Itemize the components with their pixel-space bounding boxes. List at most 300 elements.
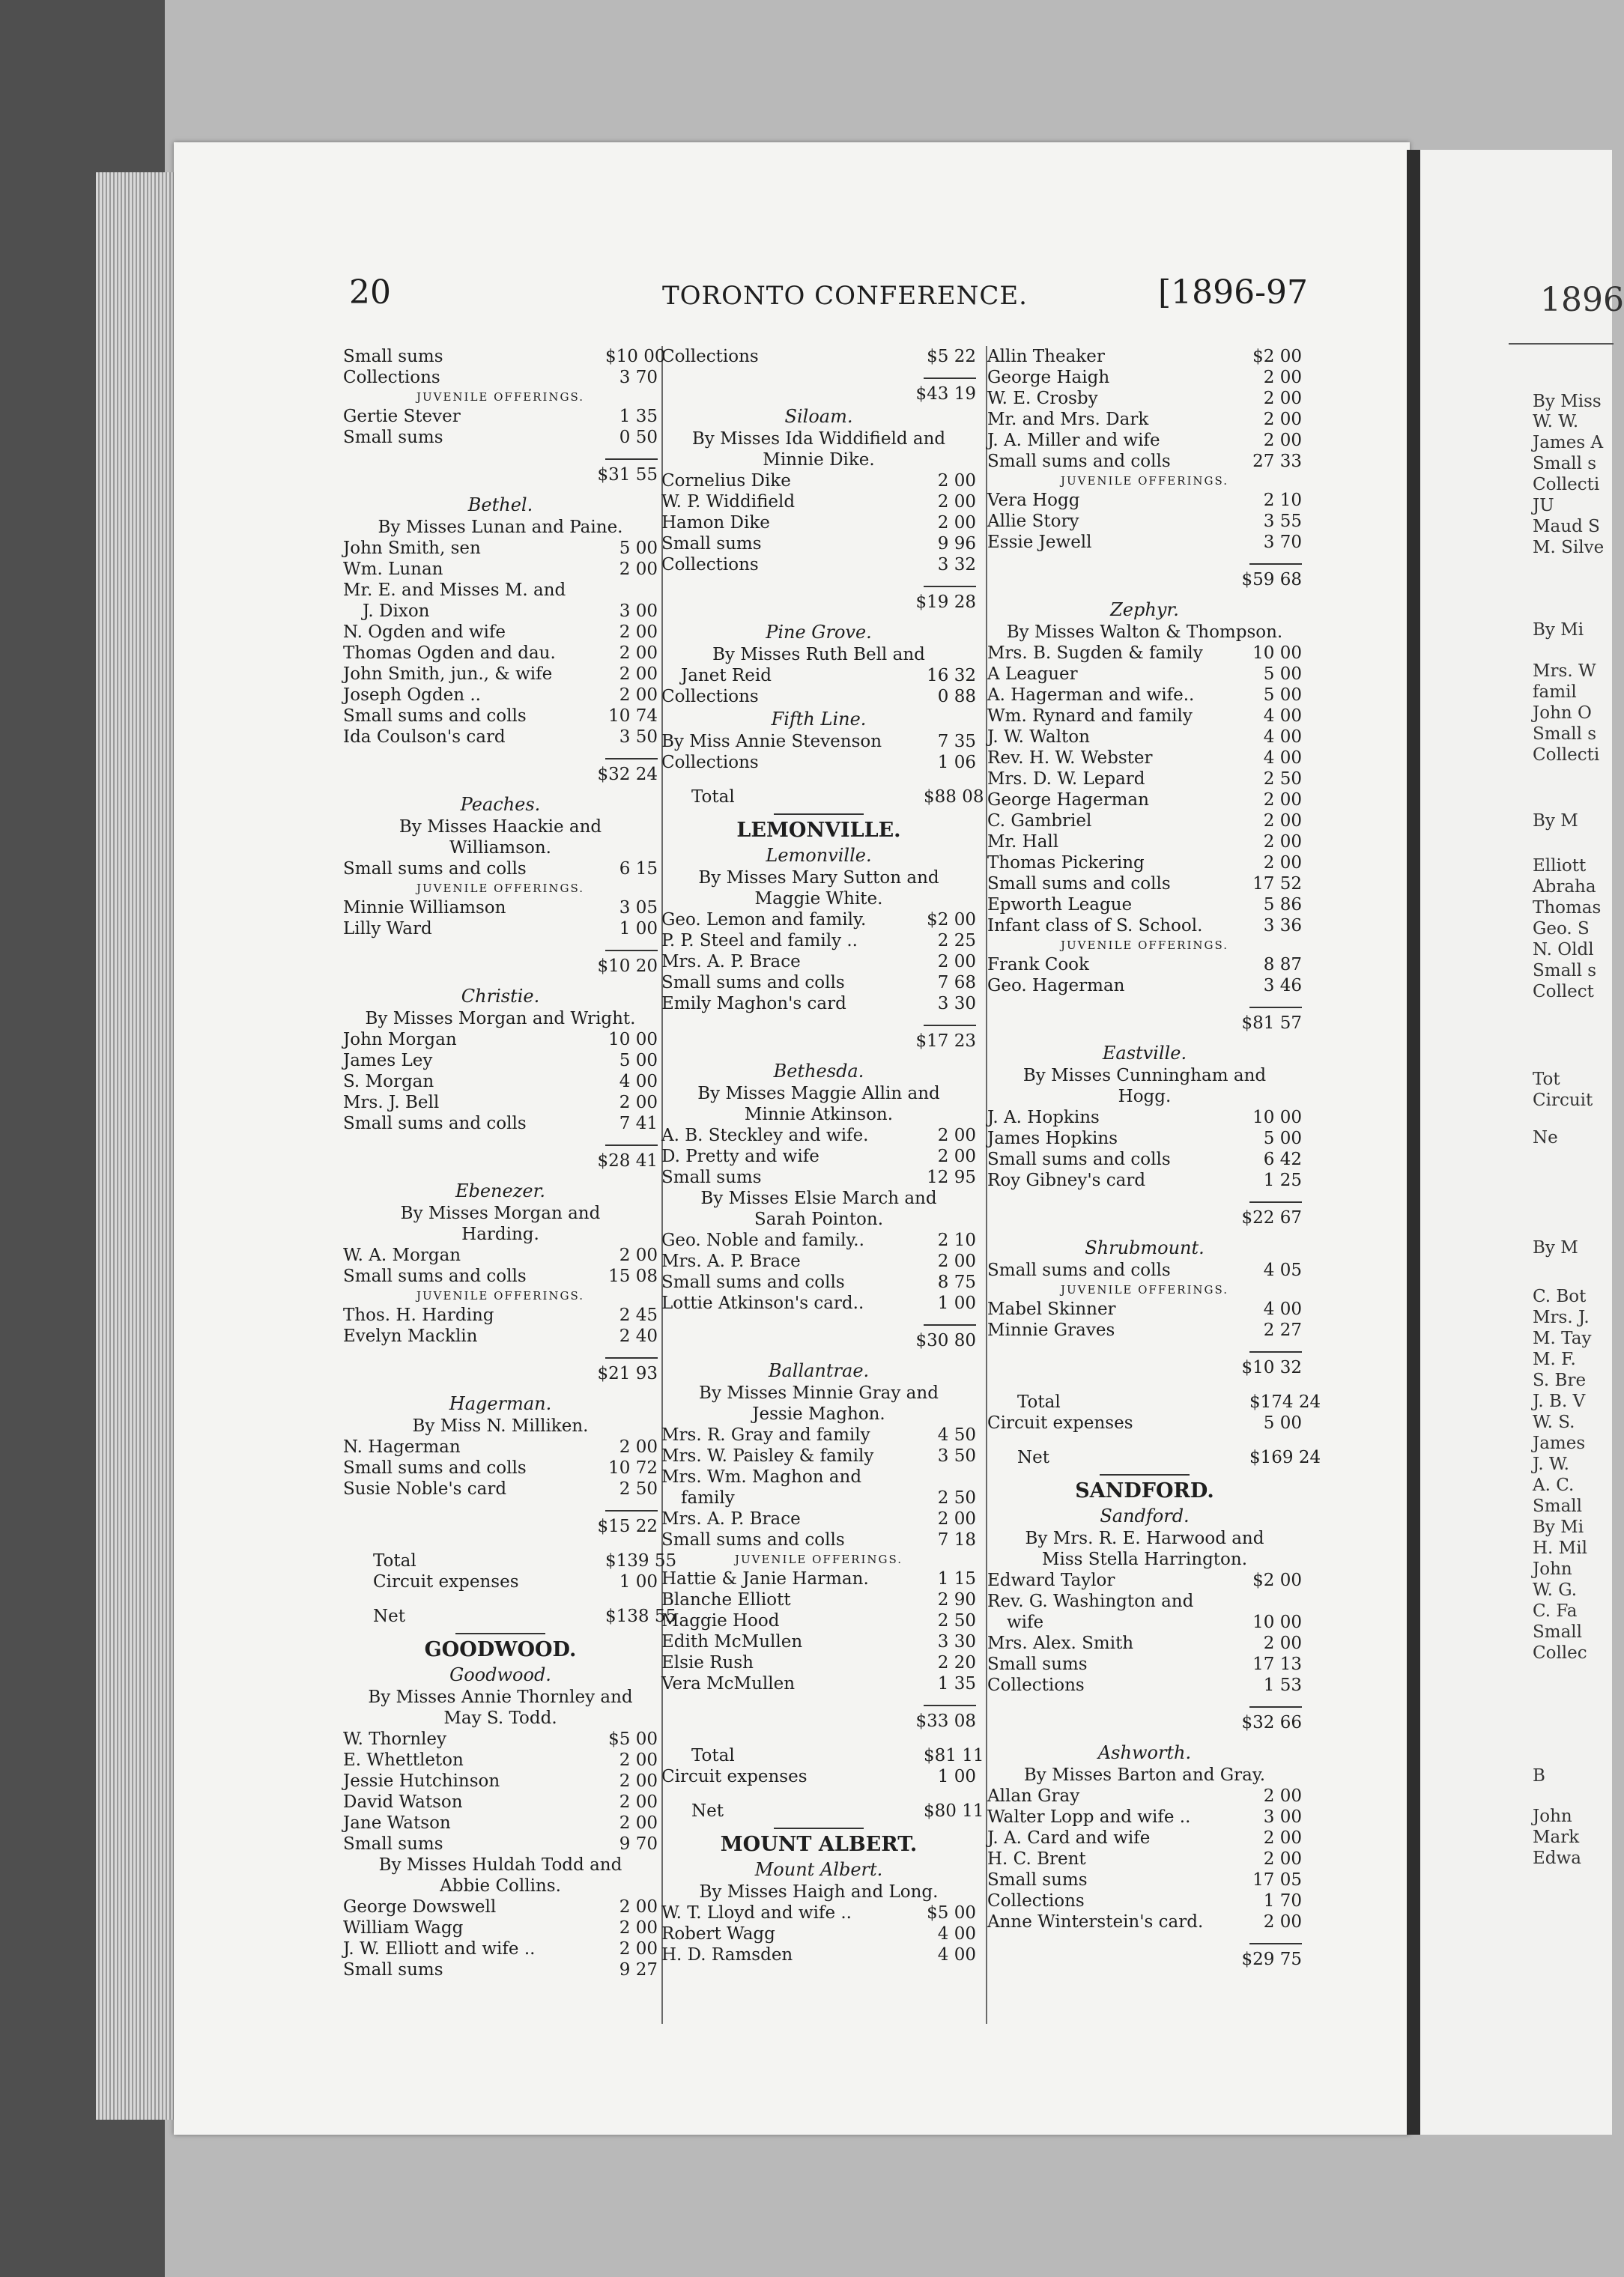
entry-name: Small sums and colls [661,1273,845,1292]
subtotal [343,448,658,485]
entry-name: Infant class of S. School. [987,916,1203,936]
entry-row [987,388,1302,409]
entry-amount: 2 00 [619,685,658,705]
subtotal-rule [605,458,658,460]
facing-page-line: Edwa [1533,1849,1581,1868]
entry-row [661,1610,976,1631]
collector-line: By Misses Minnie Gray and [699,1383,939,1403]
entry-name: Collections [661,753,759,772]
entry-row [987,706,1302,727]
entry-row [661,1293,976,1314]
facing-page-line: W. W. [1533,412,1579,431]
entry-name: Jessie Hutchinson [343,1771,500,1791]
facing-page-line: Small [1533,1622,1582,1642]
collector-line: Maggie White. [754,889,883,909]
entry-row [987,1849,1302,1870]
spacer [987,1378,1302,1392]
entry-amount: 5 00 [1263,685,1302,705]
entry-amount: 0 50 [619,428,658,447]
entry-amount: 6 15 [619,859,658,879]
facing-page-line: Mrs. J. [1533,1308,1590,1327]
entry-name: Small sums and colls [343,859,527,879]
entry-amount: 3 00 [1263,1807,1302,1827]
facing-page-line: By M [1533,1238,1578,1258]
juvenile-heading: JUVENILE OFFERINGS. [1060,474,1229,488]
entry-name: S. Morgan [343,1072,434,1091]
appointment-heading: Shrubmount. [1085,1237,1205,1258]
circuit-title-block [661,813,976,843]
entry-row [987,1392,1321,1413]
entry-row [987,894,1302,915]
entry-amount: $169 24 [1249,1448,1321,1467]
collector-line: By Misses Haackie and [399,817,602,837]
entry-name: J. A. Card and wife [987,1828,1151,1848]
entry-amount: 2 00 [619,1771,658,1791]
collector-line: By Misses Maggie Allin and [697,1084,940,1103]
entry-amount: 10 72 [608,1458,658,1478]
entry-name: A Leaguer [987,664,1078,684]
entry-row [987,1870,1302,1891]
entry-name: W. E. Crosby [987,389,1098,408]
entry-amount: 15 08 [608,1267,658,1286]
entry-row [343,918,658,939]
entry-amount: $10 00 [605,347,666,366]
entry-amount: 2 00 [1263,1912,1302,1932]
entry-amount: 2 00 [1263,368,1302,387]
running-title: TORONTO CONFERENCE. [662,281,1028,311]
spacer [661,1732,976,1745]
entry-amount: 2 00 [619,1813,658,1833]
entry-amount: 7 35 [937,732,976,751]
entry-amount: 3 05 [619,898,658,918]
subtotal-rule [1249,1706,1302,1708]
entry-name: Wm. Lunan [343,560,443,579]
circuit-title-block [343,1633,658,1663]
entry-row [661,686,976,707]
entry-row [987,409,1302,430]
entry-name: Collections [661,555,759,574]
entry-name: James Hopkins [987,1129,1118,1148]
appointment-heading: Ashworth. [1097,1742,1192,1763]
book-page-edges [96,172,178,2120]
entry-amount: 2 00 [1263,431,1302,450]
entry-row [661,1568,976,1589]
entry-name: J. W. Elliott and wife .. [343,1939,536,1959]
header-year: [1896-97 [1158,273,1308,312]
entry-name: J. W. Walton [987,727,1090,747]
facing-page-line: J. W. [1533,1455,1569,1474]
appointment-heading: Mount Albert. [754,1859,883,1880]
entry-row [661,909,976,930]
appointment-heading: Zephyr. [1110,599,1179,620]
entry-amount: $174 24 [1249,1392,1321,1412]
entry-row [343,1771,658,1792]
subtotal [343,939,658,977]
entry-row [987,664,1302,685]
entry-amount: 16 32 [927,666,976,685]
subtotal-amount: $31 55 [597,465,658,485]
entry-name: Robert Wagg [661,1924,775,1944]
entry-name: Mrs. D. W. Lepard [987,769,1145,789]
facing-page-year: 1896 [1540,281,1624,319]
entry-name: W. P. Widdifield [661,492,796,512]
entry-row [987,1891,1302,1911]
entry-name: Roy Gibney's card [987,1171,1146,1190]
facing-page-line: Mrs. W [1533,661,1596,681]
entry-name: Net [691,1801,724,1821]
entry-amount: 1 15 [937,1569,976,1589]
collector-line: By Misses Barton and Gray. [1023,1765,1266,1785]
entry-row [343,1071,658,1092]
appointment-heading: Bethesda. [773,1061,864,1082]
entry-row [343,1750,658,1771]
entry-name: Hattie & Janie Harman. [661,1569,869,1589]
subtotal-amount: $17 23 [915,1031,976,1051]
entry-name: Susie Noble's card [343,1479,507,1499]
entry-amount: 2 00 [619,664,658,684]
entry-row [661,752,976,773]
subtotal-amount: $10 32 [1241,1358,1302,1377]
facing-page-line: Collect [1533,982,1594,1001]
entry-name: Wm. Rynard and family [987,706,1193,726]
entry-amount: 2 00 [1263,1634,1302,1653]
entry-row [661,1167,976,1188]
collector-line: By Misses Walton & Thompson. [1006,622,1283,642]
entry-row [661,1766,976,1787]
entry-row [987,873,1302,894]
entry-row [661,512,976,533]
entry-name: C. Gambriel [987,811,1092,831]
entry-amount: 3 55 [1263,512,1302,531]
entry-name: Evelyn Macklin [343,1327,478,1346]
facing-page-line: Tot [1533,1070,1560,1089]
subtotal-rule [605,1510,658,1512]
entry-amount: 1 00 [619,919,658,939]
entry-name: Small sums [343,428,443,447]
entry-row [987,1570,1302,1591]
page-number: 20 [349,273,391,312]
entry-amount: $5 22 [927,347,976,366]
entry-name: Minnie Graves [987,1321,1115,1340]
entry-row [661,1801,984,1822]
entry-row [661,491,976,512]
entry-row [343,1305,658,1326]
entry-name: H. D. Ramsden [661,1945,793,1965]
entry-row [661,1589,976,1610]
entry-name: Small sums [343,1834,443,1854]
entry-amount: 7 68 [937,973,976,992]
entry-row [661,1230,976,1251]
subtotal-rule [605,1144,658,1146]
entry-amount: 1 70 [1263,1891,1302,1911]
facing-page-line: S. Bre [1533,1371,1587,1390]
appointment-heading: Hagerman. [449,1393,552,1414]
entry-row [343,580,658,601]
entry-amount: 4 00 [1263,1300,1302,1319]
collector-line: By Misses Annie Thornley and [368,1688,633,1707]
subtotal-rule [924,586,976,587]
entry-amount: 2 00 [619,1939,658,1959]
facing-page-line: Collec [1533,1643,1587,1663]
facing-page-line: Mark [1533,1828,1580,1847]
entry-amount: 5 00 [619,1051,658,1070]
entry-amount: 3 36 [1263,916,1302,936]
juvenile-heading: JUVENILE OFFERINGS. [734,1553,903,1566]
entry-amount: 2 00 [1263,790,1302,810]
entry-row [987,748,1302,768]
entry-amount: 9 70 [619,1834,658,1854]
entry-amount: 2 50 [937,1611,976,1631]
entry-name: Rev. G. Washington and [987,1592,1194,1611]
entry-row [343,1050,658,1071]
entry-name: William Wagg [343,1918,464,1938]
entry-amount: 10 00 [1252,643,1302,663]
facing-page-line: Abraha [1533,877,1596,897]
entry-name: Total [691,1746,735,1765]
appointment-heading: Siloam. [784,406,853,427]
entry-name: Geo. Hagerman [987,976,1125,995]
entry-name: Blanche Elliott [661,1590,791,1610]
entry-name: Mabel Skinner [987,1300,1116,1319]
entry-row [343,1606,677,1627]
subtotal [343,1500,658,1537]
facing-page-line: M. Silve [1533,538,1605,557]
entry-name: Mr. and Mrs. Dark [987,410,1149,429]
entry-name: W. Thornley [343,1729,447,1749]
entry-amount: 2 00 [619,1918,658,1938]
entry-amount: 5 00 [1263,1413,1302,1433]
entry-row [661,993,976,1014]
entry-row [987,685,1302,706]
entry-name: Cornelius Dike [661,471,791,491]
subtotal [987,1696,1302,1733]
entry-row [987,1807,1302,1828]
collector-line: By Misses Huldah Todd and [378,1855,622,1875]
entry-amount: 2 27 [1263,1321,1302,1340]
entry-name: Collections [661,347,759,366]
entry-name: Thos. H. Harding [343,1306,494,1325]
entry-row [661,1146,976,1167]
entry-name: Joseph Ogden .. [343,685,481,705]
circuit-title: LEMONVILLE. [736,819,901,842]
entry-name: A. Hagerman and wife.. [987,685,1195,705]
entry-row [987,367,1302,388]
entry-name: Small sums [343,1960,443,1980]
spacer [343,1592,658,1606]
entry-amount: 2 00 [1263,389,1302,408]
entry-name: Net [1017,1448,1049,1467]
entry-row [661,1902,976,1923]
entry-amount: 9 27 [619,1960,658,1980]
entry-row [343,1029,658,1050]
collector-line: By Misses Morgan and [400,1204,601,1223]
entry-row [343,538,658,559]
entry-amount: 2 00 [619,1750,658,1770]
entry-name: George Dowswell [343,1897,497,1917]
subtotal-amount: $15 22 [597,1517,658,1536]
entry-amount: 1 00 [619,1572,658,1592]
subtotal-rule [605,1357,658,1359]
juvenile-heading: JUVENILE OFFERINGS. [1060,939,1229,952]
entry-name: family [681,1488,735,1508]
entry-row [661,1467,976,1488]
entry-name: Rev. H. W. Webster [987,748,1153,768]
facing-page-line: A. C. [1533,1476,1575,1495]
entry-row [343,406,658,427]
entry-name: Essie Jewell [987,533,1092,552]
entry-row [987,1612,1302,1633]
entry-row [661,972,976,993]
subtotal-amount: $81 57 [1241,1013,1302,1033]
entry-amount: $2 00 [927,910,976,930]
entry-name: Circuit expenses [373,1572,519,1592]
juvenile-heading: JUVENILE OFFERINGS. [416,882,585,895]
entry-name: Hamon Dike [661,513,770,533]
entry-amount: 6 42 [1263,1150,1302,1169]
entry-row [987,1260,1302,1281]
entry-row [661,786,984,807]
appointment-heading: Bethel. [467,494,533,515]
collector-line: By Misses Haigh and Long. [699,1882,939,1902]
entry-row [987,1786,1302,1807]
entry-name: Vera McMullen [661,1674,796,1694]
entry-name: H. C. Brent [987,1849,1086,1869]
entry-name: Elsie Rush [661,1653,754,1673]
facing-page-line: JU [1533,496,1554,515]
entry-name: Mr. Hall [987,832,1059,852]
entry-name: Small sums and colls [343,1267,527,1286]
entry-row [987,1675,1302,1696]
entry-amount: 27 33 [1252,452,1302,471]
entry-row [343,1571,658,1592]
entry-name: Collections [343,368,440,387]
entry-row [987,1413,1302,1434]
collector-line: By Misses Mary Sutton and [698,868,939,888]
entry-name: J. A. Miller and wife [987,431,1160,450]
entry-name: Circuit expenses [987,1413,1133,1433]
entry-name: Collections [661,687,759,706]
entry-name: Mrs. A. P. Brace [661,1509,801,1529]
entry-row [987,1911,1302,1932]
entry-amount: 4 00 [937,1945,976,1965]
spacer [343,1537,658,1550]
entry-row [987,1170,1302,1191]
subtotal-rule [1249,1943,1302,1944]
appointment-heading: Pine Grove. [766,622,872,643]
entry-amount: 17 13 [1252,1655,1302,1674]
collector-line: Jessie Maghon. [752,1404,885,1424]
circuit-title-block [661,1828,976,1858]
entry-amount: $5 00 [608,1729,658,1749]
entry-name: Small sums and colls [343,1458,527,1478]
collector-line: By Misses Morgan and Wright. [365,1009,636,1028]
column-2 [661,346,984,1965]
facing-page-line: C. Bot [1533,1287,1587,1306]
entry-amount: 10 00 [1252,1613,1302,1632]
entry-amount: 8 87 [1263,955,1302,974]
entry-name: Gertie Stever [343,407,461,426]
entry-name: Mrs. J. Bell [343,1093,440,1112]
entry-name: Small sums [343,347,443,366]
subtotal-amount: $59 68 [1241,570,1302,589]
entry-row [661,1446,976,1467]
collector-line: May S. Todd. [443,1708,557,1728]
entry-row [661,731,976,752]
entry-row [343,1266,658,1287]
entry-name: By Miss Annie Stevenson [661,732,882,751]
entry-amount: 2 00 [619,1792,658,1812]
entry-row [343,1897,658,1917]
entry-row [987,1633,1302,1654]
entry-amount: 4 00 [1263,706,1302,726]
entry-amount: 1 06 [937,753,976,772]
entry-row [343,643,658,664]
entry-name: Anne Winterstein's card. [987,1912,1204,1932]
entry-name: Thomas Pickering [987,853,1145,873]
entry-row [987,954,1302,975]
entry-row [343,601,658,622]
collector-line: Williamson. [449,838,551,858]
collector-line: Sarah Pointon. [754,1210,884,1229]
circuit-title-block [987,1474,1302,1504]
entry-name: James Ley [343,1051,433,1070]
facing-page-line: By Miss [1533,392,1602,411]
entry-amount: 1 00 [937,1294,976,1313]
entry-amount: 8 75 [937,1273,976,1292]
facing-page-line: Elliott [1533,856,1587,876]
facing-page-line: N. Oldl [1533,940,1594,959]
facing-page-line: famil [1533,682,1577,702]
entry-row [661,346,976,367]
entry-amount: 2 00 [619,560,658,579]
title-rule [774,813,864,815]
entry-row [343,1813,658,1834]
entry-row [343,1792,658,1813]
subtotal [343,1347,658,1384]
entry-name: Minnie Williamson [343,898,506,918]
facing-page-line: W. G. [1533,1580,1578,1600]
entry-row [343,1458,658,1479]
entry-name: Maggie Hood [661,1611,780,1631]
entry-name: W. A. Morgan [343,1246,461,1265]
facing-page-line: Maud S [1533,517,1600,536]
subtotal-amount: $19 28 [915,592,976,612]
spacer [987,1434,1302,1447]
facing-page-line: Small s [1533,454,1597,473]
entry-name: Edith McMullen [661,1632,803,1652]
entry-name: Mrs. B. Sugden & family [987,643,1203,663]
entry-name: Janet Reid [681,666,772,685]
column-1 [343,346,677,1980]
entry-amount: 10 74 [608,706,658,726]
entry-row [987,1591,1302,1612]
entry-row [343,1326,658,1347]
entry-amount: $81 11 [924,1746,984,1765]
subtotal [343,748,658,785]
entry-amount: 2 00 [937,1126,976,1145]
entry-name: N. Ogden and wife [343,622,506,642]
entry-row [661,1673,976,1694]
entry-name: Allin Theaker [987,347,1105,366]
title-rule [455,1633,545,1634]
collector-line: By Misses Cunningham and [1022,1066,1267,1085]
entry-amount: 5 00 [1263,1129,1302,1148]
entry-row [343,706,658,727]
entry-name: Small sums [661,534,762,554]
subtotal-rule [924,1324,976,1326]
subtotal-rule [924,1705,976,1706]
entry-row [987,346,1302,367]
